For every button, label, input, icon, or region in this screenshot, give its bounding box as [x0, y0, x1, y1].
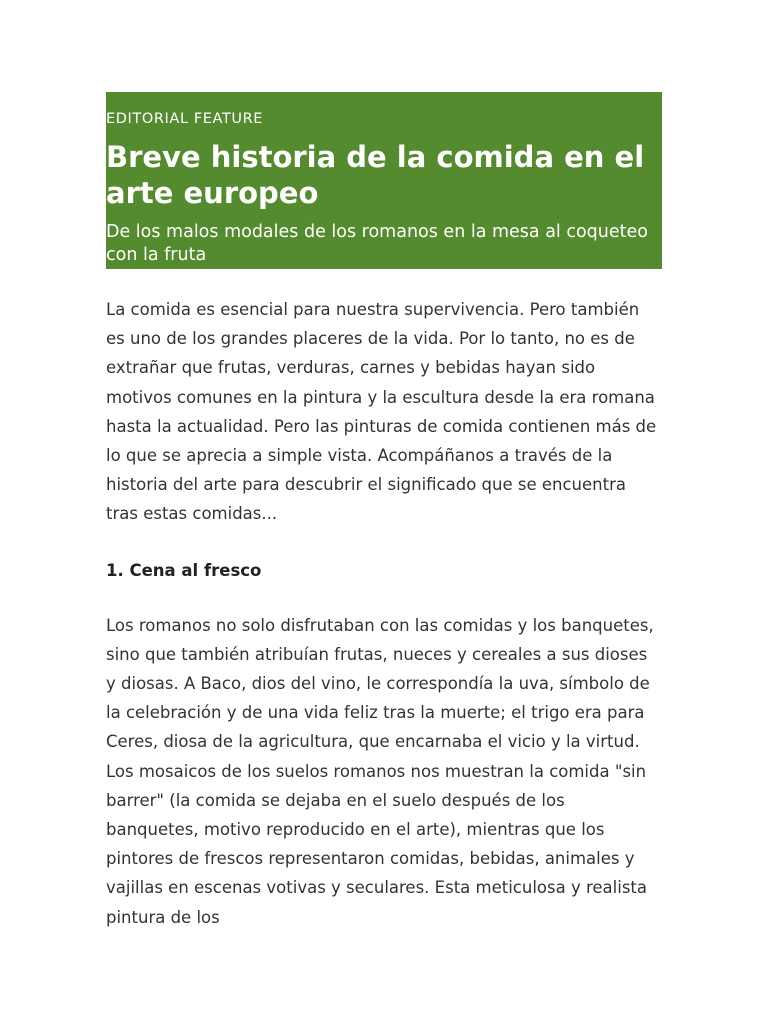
- article-title: Breve historia de la comida en el arte europeo: [106, 140, 645, 210]
- article-kicker: EDITORIAL FEATURE: [106, 111, 264, 127]
- section-heading: 1. Cena al fresco: [106, 560, 262, 580]
- section-paragraph: Los romanos no solo disfrutaban con las comidas y los banquetes, sino que también atribuían frutas, nueces y cereales a sus dioses y diosas. A Baco, dios del vino, le correspondía la uva, símbolo de la celebración y de una vida feliz tras la muerte; el trigo era para Ceres, diosa de la agricultura, que encarnaba el vicio y la virtud. Los mosaicos de los suelos romanos nos muestran la comida "sin barrer" (la comida se dejaba en el suelo después de los banquetes, motivo reproducido en el arte), mientras que los pintores de frescos representaron comidas, bebidas, animales y vajillas en escenas votivas y seculares. Esta meticulosa y realista pintura de los: [106, 615, 654, 927]
- article-subtitle: De los malos modales de los romanos en la mesa al coqueteo con la fruta: [106, 222, 648, 265]
- article-header: [106, 92, 662, 269]
- article-page: [106, 92, 662, 932]
- intro-paragraph: La comida es esencial para nuestra supervivencia. Pero también es uno de los grandes placeres de la vida. Por lo tanto, no es de extrañar que frutas, verduras, carnes y bebidas hayan sido motivos comunes en la pintura y la escultura desde la era romana hasta la actualidad. Pero las pinturas de comida contienen más de lo que se aprecia a simple vista. Acompáñanos a través de la historia del arte para descubrir el significado que se encuentra tras estas comidas...: [106, 300, 657, 524]
